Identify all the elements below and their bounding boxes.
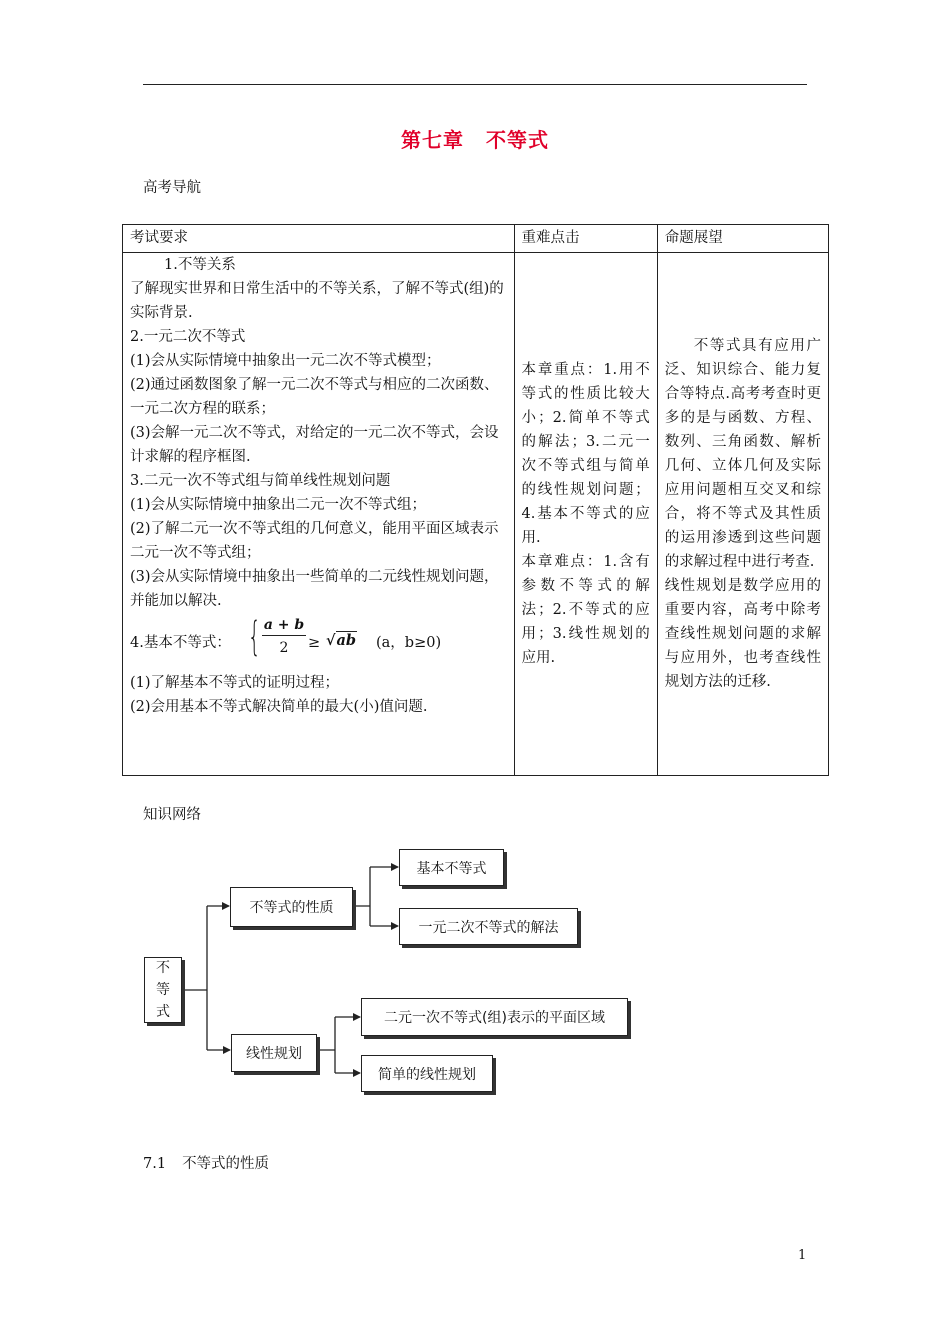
sqrt-sign-icon: √ [326, 632, 336, 649]
difficult-points-text: 本章难点：1.含有参数不等式的解法；2.不等式的应用；3.线性规划的应用. [521, 554, 650, 666]
item1-title: 1.不等关系 [164, 257, 236, 273]
diagram-node-properties: 不等式的性质 [230, 887, 353, 927]
item2-a: (1)会从实际情境中抽象出一元二次不等式模型； [130, 353, 441, 369]
outlook-text-1: 不等式具有应用广泛、知识综合、能力复合等特点.高考考查时更多的是与函数、方程、数列、三角函数、解析几何、立体几何及实际应用问题相互交叉和综合，将不等式及其性质的运用渗透到这些问题的求解过程中进行考查. [664, 338, 821, 570]
section-title: 不等式的性质 [182, 1156, 270, 1172]
root-char: 式 [156, 1004, 170, 1020]
diagram-node-quadratic-inequality: 一元二次不等式的解法 [399, 908, 578, 945]
sqrt-radicand: ab [336, 632, 357, 649]
item4-label: 4.基本不等式： [130, 635, 231, 651]
diagram-node-root [144, 957, 182, 1023]
item2-c: (3)会解一元二次不等式，对给定的一元二次不等式，会设计求解的程序框图. [130, 425, 499, 465]
item4-condition: (a，b≥0) [376, 635, 442, 651]
diagram-node-planar-region: 二元一次不等式(组)表示的平面区域 [361, 998, 628, 1036]
key-points-text: 本章重点：1.用不等式的性质比较大小；2.简单不等式的解法；3.二元一次不等式组与简单的线性规划问题；4.基本不等式的应用. [521, 362, 650, 546]
section-network-label: 知识网络 [143, 807, 201, 823]
outlook-text-2: 线性规划是数学应用的重要内容，高考中除考查线性规划问题的求解与应用外，也考查线性规划方法的迁移. [664, 578, 821, 690]
diagram-node-simple-linear-programming: 简单的线性规划 [361, 1055, 493, 1092]
page-number: 1 [798, 1248, 807, 1263]
item3-b: (2)了解二元一次不等式组的几何意义，能用平面区域表示二元一次不等式组； [130, 521, 499, 561]
section-number: 7.1 [143, 1156, 167, 1172]
item4-b: (2)会用基本不等式解决简单的最大(小)值问题. [130, 699, 428, 715]
item4-a: (1)了解基本不等式的证明过程； [130, 675, 340, 691]
item3-title: 3.二元一次不等式组与简单线性规划问题 [130, 473, 391, 489]
diagram-node-basic-inequality: 基本不等式 [399, 849, 504, 886]
item3-c: (3)会从实际情境中抽象出一些简单的二元线性规划问题，并能加以解决. [130, 569, 499, 609]
header-key-points: 重难点击 [514, 225, 657, 253]
geq-symbol: ≥ [308, 635, 321, 651]
chapter-number: 第七章 [401, 128, 464, 152]
header-requirements: 考试要求 [123, 225, 515, 253]
chapter-name: 不等式 [486, 128, 549, 152]
fraction-numerator: a + b [262, 615, 306, 636]
diagram-node-linear-programming: 线性规划 [231, 1034, 317, 1072]
header-outlook: 命题展望 [657, 225, 828, 253]
root-char: 不 [156, 960, 170, 976]
item2-title: 2.一元二次不等式 [130, 329, 246, 345]
section-guide-label: 高考导航 [143, 180, 201, 196]
brace-icon: { [248, 614, 261, 660]
root-char: 等 [156, 982, 170, 998]
item3-a: (1)会从实际情境中抽象出二元一次不等式组； [130, 497, 427, 513]
item2-b: (2)通过函数图象了解一元二次不等式与相应的二次函数、一元二次方程的联系； [130, 377, 499, 417]
fraction-denominator: 2 [279, 640, 289, 656]
item1-text: 了解现实世界和日常生活中的不等关系，了解不等式(组)的实际背景. [130, 281, 504, 321]
section-heading [143, 1152, 269, 1173]
